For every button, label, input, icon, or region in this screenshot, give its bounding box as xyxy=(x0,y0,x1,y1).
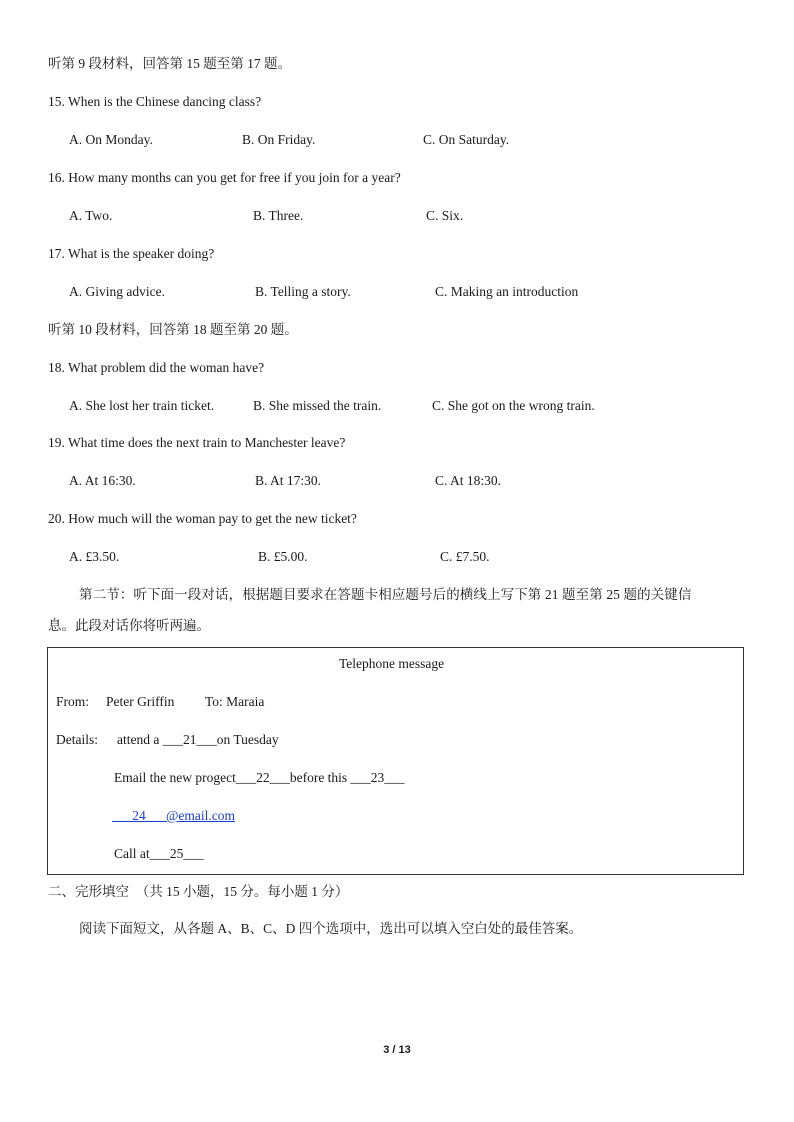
question-15-stem: 15. When is the Chinese dancing class? xyxy=(48,94,262,109)
telephone-message-box xyxy=(47,647,744,875)
section-header-passage-10: 听第 10 段材料，回答第 18 题至第 20 题。 xyxy=(48,322,298,337)
question-17-option-b: B. Telling a story. xyxy=(255,284,351,299)
section-header-passage-9: 听第 9 段材料，回答第 15 题至第 17 题。 xyxy=(48,56,291,71)
message-blank-22-23: Email the new progect___22___before this ___23___ xyxy=(114,770,405,785)
question-20-option-b: B. £5.00. xyxy=(258,549,308,564)
question-19-option-a: A. At 16:30. xyxy=(69,473,136,488)
message-blank-25: Call at___25___ xyxy=(114,846,204,861)
question-15-option-c: C. On Saturday. xyxy=(423,132,510,147)
question-16-option-a: A. Two. xyxy=(69,208,113,223)
cloze-instruction: 阅读下面短文，从各题 A、B、C、D 四个选项中，选出可以填入空白处的最佳答案。 xyxy=(79,921,583,936)
message-from-value: Peter Griffin xyxy=(106,694,175,709)
message-to: To: Maraia xyxy=(205,694,265,709)
message-title: Telephone message xyxy=(339,656,445,671)
question-15-option-b: B. On Friday. xyxy=(242,132,316,147)
part2-instruction-line1: 第二节：听下面一段对话，根据题目要求在答题卡相应题号后的横线上写下第 21 题至第 25 题的关键信 xyxy=(79,587,692,602)
message-details-label: Details: xyxy=(56,732,98,747)
part2-instruction-line2: 息。此段对话你将听两遍。 xyxy=(48,618,210,633)
question-19-stem: 19. What time does the next train to Manchester leave? xyxy=(48,435,346,450)
question-15-option-a: A. On Monday. xyxy=(69,132,153,147)
question-18-stem: 18. What problem did the woman have? xyxy=(48,360,265,375)
question-20-stem: 20. How much will the woman pay to get the new ticket? xyxy=(48,511,357,526)
question-17-option-c: C. Making an introduction xyxy=(435,284,579,299)
question-16-option-c: C. Six. xyxy=(426,208,464,223)
cloze-section-header: 二、完形填空 （共 15 小题，15 分。每小题 1 分） xyxy=(48,884,349,899)
question-17-stem: 17. What is the speaker doing? xyxy=(48,246,215,261)
question-16-option-b: B. Three. xyxy=(253,208,304,223)
question-18-option-a: A. She lost her train ticket. xyxy=(69,398,215,413)
question-16-stem: 16. How many months can you get for free if you join for a year? xyxy=(48,170,401,185)
message-from-label: From: xyxy=(56,694,90,709)
message-email-link[interactable]: ___24___@email.com xyxy=(112,808,236,823)
question-18-option-b: B. She missed the train. xyxy=(253,398,382,413)
page-number: 3 / 13 xyxy=(383,1044,411,1056)
question-19-option-c: C. At 18:30. xyxy=(435,473,502,488)
question-18-option-c: C. She got on the wrong train. xyxy=(432,398,595,413)
question-17-option-a: A. Giving advice. xyxy=(69,284,165,299)
message-blank-21: attend a ___21___on Tuesday xyxy=(117,732,279,747)
question-20-option-a: A. £3.50. xyxy=(69,549,120,564)
question-19-option-b: B. At 17:30. xyxy=(255,473,322,488)
question-20-option-c: C. £7.50. xyxy=(440,549,490,564)
